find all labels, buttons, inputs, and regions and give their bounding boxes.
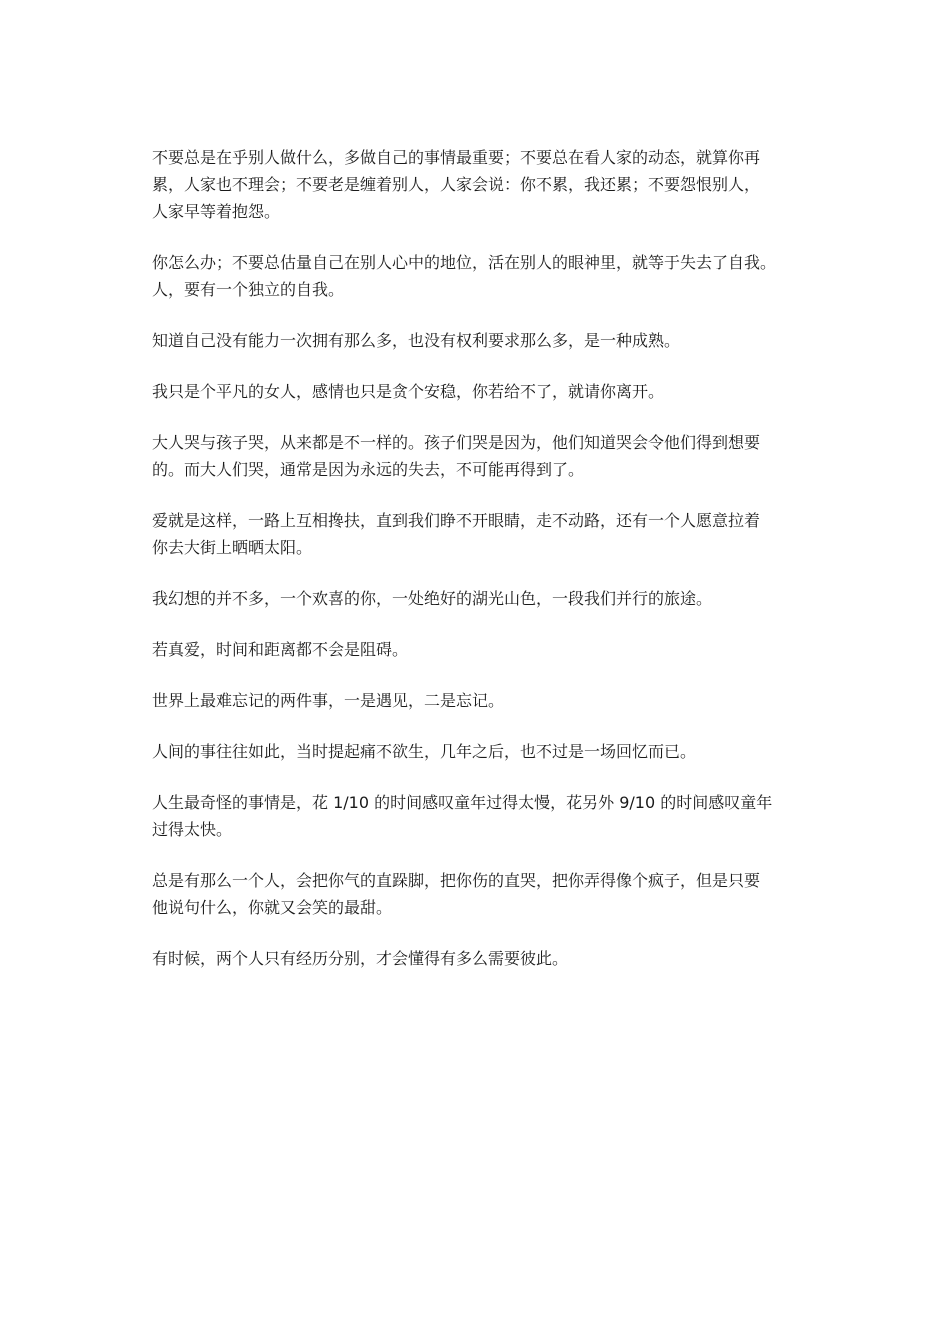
paragraph-6: 爱就是这样，一路上互相搀扶，直到我们睁不开眼睛，走不动路，还有一个人愿意拉着 你去大街上晒晒太阳。 [152, 511, 761, 557]
paragraph-11: 人生最奇怪的事情是，花 1/10 的时间感叹童年过得太慢，花另外 9/10 的时间感叹童年 过得太快。 [152, 793, 773, 839]
paragraph-9: 世界上最难忘记的两件事，一是遇见，二是忘记。 [152, 691, 505, 710]
paragraph-12: 总是有那么一个人，会把你气的直跺脚，把你伤的直哭，把你弄得像个疯子，但是只要 他说句什么，你就又会笑的最甜。 [152, 871, 761, 917]
paragraph-2: 你怎么办；不要总估量自己在别人心中的地位，活在别人的眼神里，就等于失去了自我。 人，要有一个独立的自我。 [152, 253, 777, 299]
paragraph-5: 大人哭与孩子哭，从来都是不一样的。孩子们哭是因为，他们知道哭会令他们得到想要 的。而大人们哭，通常是因为永远的失去，不可能再得到了。 [152, 433, 761, 479]
paragraph-8: 若真爱，时间和距离都不会是阻碍。 [152, 640, 409, 659]
paragraph-13: 有时候，两个人只有经历分别，才会懂得有多么需要彼此。 [152, 949, 569, 968]
paragraph-7: 我幻想的并不多，一个欢喜的你，一处绝好的湖光山色，一段我们并行的旅途。 [152, 589, 713, 608]
paragraph-10: 人间的事往往如此，当时提起痛不欲生，几年之后，也不过是一场回忆而已。 [152, 742, 697, 761]
paragraph-3: 知道自己没有能力一次拥有那么多，也没有权利要求那么多，是一种成熟。 [152, 331, 681, 350]
paragraph-1: 不要总是在乎别人做什么，多做自己的事情最重要；不要总在看人家的动态，就算你再 累，人家也不理会；不要老是缠着别人，人家会说：你不累，我还累；不要怨恨别人， 人家早等着抱怨。 [152, 148, 761, 221]
paragraph-4: 我只是个平凡的女人，感情也只是贪个安稳，你若给不了，就请你离开。 [152, 382, 665, 401]
document-body [152, 144, 808, 996]
